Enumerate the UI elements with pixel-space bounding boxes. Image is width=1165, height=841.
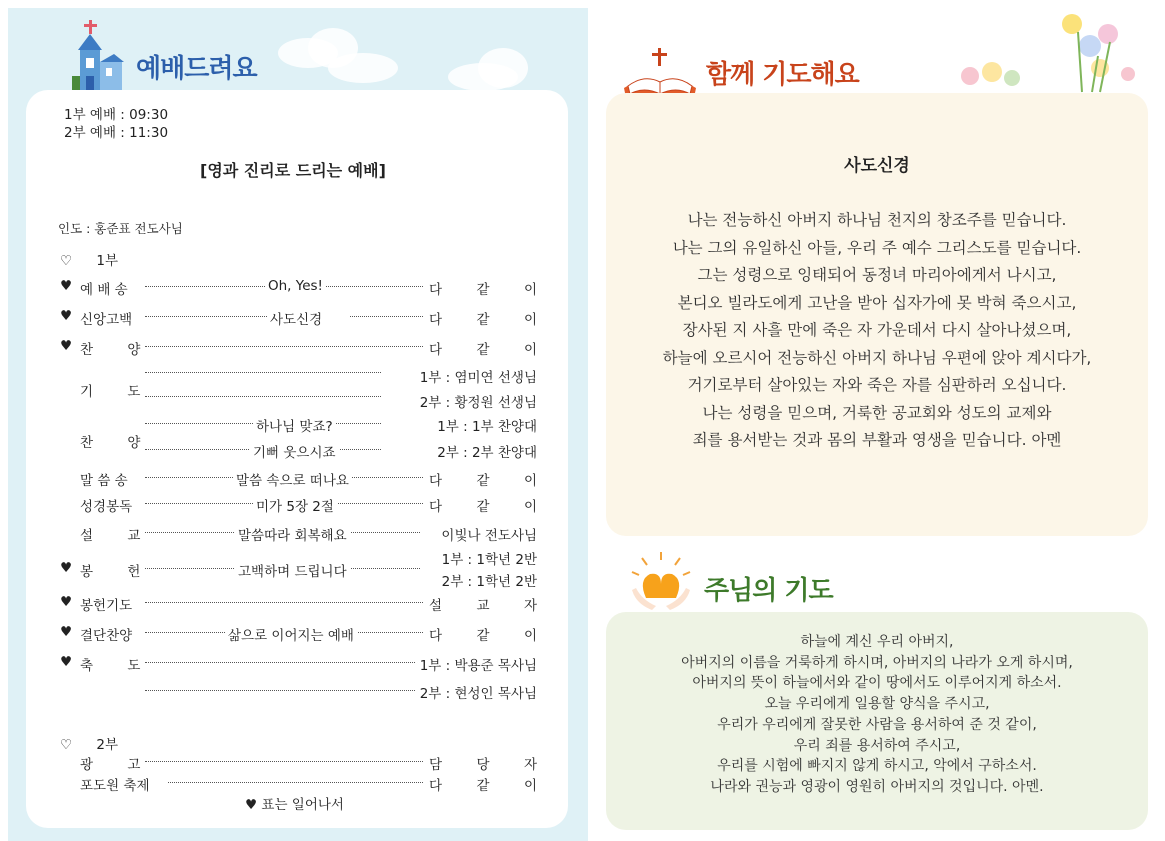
order-by: 자 — [523, 757, 537, 773]
order-label: 성경봉독 — [80, 499, 133, 515]
order-by: 같 — [476, 778, 490, 794]
order-label: 기 도 — [80, 384, 141, 400]
order-label: 찬 양 — [80, 435, 141, 451]
lords-prayer-line: 우리를 시험에 빠지지 않게 하시고, 악에서 구하소서. — [717, 758, 1037, 775]
heart-icon: ♥ — [60, 560, 73, 576]
creed-line: 나는 전능하신 아버지 하나님 천지의 창조주를 믿습니다. — [687, 211, 1067, 229]
church-icon — [66, 20, 126, 92]
order-item: 말씀 속으로 떠나요 — [233, 469, 352, 489]
order-by: 다 — [429, 778, 443, 794]
dotted-leader — [145, 346, 423, 347]
prayer-title: 함께 기도해요 — [706, 60, 859, 90]
order-row — [60, 774, 540, 794]
creed-text — [606, 207, 1148, 455]
cloud-decoration — [478, 48, 528, 88]
order-by: 이 — [523, 473, 537, 489]
order-label: 설 교 — [80, 528, 141, 544]
footnote-text: 표는 일어나서 — [261, 797, 344, 813]
dotted-leader — [145, 372, 381, 373]
flowers-icon — [950, 12, 1145, 96]
order-label: 신앙고백 — [80, 312, 133, 328]
heart-icon: ♥ — [245, 797, 258, 813]
worship-subtitle: [영과 진리로 드리는 예배] — [200, 161, 386, 180]
order-row — [60, 654, 540, 702]
order-by: 이 — [523, 778, 537, 794]
order-by: 이 — [523, 312, 537, 328]
leader-text: 인도 : 홍준표 전도사님 — [58, 221, 183, 236]
order-label: 결단찬양 — [80, 628, 133, 644]
heart-icon: ♥ — [60, 654, 73, 670]
service-time-1: 1부 예배 : 09:30 — [64, 107, 169, 123]
dotted-leader — [145, 662, 415, 663]
order-row — [60, 753, 540, 773]
creed-line: 그는 성령으로 잉태되어 동정녀 마리아에게서 나시고, — [697, 266, 1057, 284]
order-by: 다 — [429, 473, 443, 489]
order-by: 설 — [429, 598, 443, 614]
order-by: 다 — [429, 628, 443, 644]
order-by: 2부 : 현성인 목사님 — [419, 686, 537, 702]
creed-line: 나는 성령을 믿으며, 거룩한 공교회와 성도의 교제와 — [702, 403, 1052, 422]
order-by: 2부 : 1학년 2반 — [441, 574, 537, 590]
order-row — [60, 308, 540, 328]
order-item: 삶으로 이어지는 예배 — [225, 624, 357, 644]
order-by: 같 — [476, 473, 490, 489]
order-by: 이 — [523, 628, 537, 644]
section-2-label: 2부 — [96, 737, 119, 753]
hollow-heart-icon: ♡ — [60, 737, 73, 753]
section-1-label: 1부 — [96, 253, 119, 269]
dotted-leader — [145, 690, 415, 691]
praying-hands-icon — [628, 550, 694, 612]
order-item: 기뻐 웃으시죠 — [250, 441, 339, 461]
order-by: 1부 : 염미연 선생님 — [419, 370, 537, 386]
heart-icon: ♥ — [60, 594, 73, 610]
order-by: 자 — [523, 598, 537, 614]
order-row — [60, 366, 540, 410]
order-row — [60, 278, 540, 298]
creed-line: 장사된 지 사흘 만에 죽은 자 가운데서 다시 살아나셨으며, — [682, 321, 1072, 339]
order-by: 담 — [429, 757, 443, 773]
order-by: 1부 : 1부 찬양대 — [437, 419, 537, 435]
order-by: 같 — [476, 342, 490, 358]
dotted-leader — [145, 602, 423, 603]
order-by: 다 — [429, 312, 443, 328]
order-label: 찬 양 — [80, 342, 141, 358]
order-label: 광 고 — [80, 757, 141, 773]
cloud-decoration — [328, 53, 398, 83]
order-by: 같 — [476, 312, 490, 328]
order-row — [60, 415, 540, 459]
creed-line: 나는 그의 유일하신 아들, 우리 주 예수 그리스도를 믿습니다. — [672, 238, 1082, 257]
dotted-leader — [145, 396, 381, 397]
order-by: 같 — [476, 628, 490, 644]
order-item: Oh, Yes! — [265, 278, 326, 294]
lords-prayer-line: 우리 죄를 용서하여 주시고, — [793, 737, 961, 754]
order-by: 2부 : 2부 찬양대 — [437, 445, 537, 461]
order-row — [60, 548, 540, 588]
order-by: 당 — [476, 757, 490, 773]
creed-heading: 사도신경 — [844, 156, 910, 176]
order-label: 축 도 — [80, 658, 141, 674]
order-by: 이빛나 전도사님 — [441, 528, 537, 544]
order-row — [60, 495, 540, 515]
order-by: 교 — [476, 598, 490, 614]
order-by: 이 — [523, 342, 537, 358]
order-by: 이 — [523, 282, 537, 298]
heart-icon: ♥ — [60, 338, 73, 354]
order-label: 포도원 축제 — [80, 778, 150, 794]
worship-title: 예배드려요 — [136, 54, 257, 84]
lords-prayer-line: 아버지의 뜻이 하늘에서와 같이 땅에서도 이루어지게 하소서. — [692, 675, 1062, 692]
order-by: 다 — [429, 282, 443, 298]
order-row — [60, 624, 540, 644]
order-row — [60, 594, 540, 614]
order-item: 사도신경 — [267, 308, 350, 328]
heart-icon: ♥ — [60, 308, 73, 324]
order-label: 봉 헌 — [80, 564, 141, 580]
section-1-heading — [60, 249, 118, 269]
section-2-heading — [60, 733, 118, 753]
creed-line: 본디오 빌라도에게 고난을 받아 십자가에 못 박혀 죽으시고, — [677, 293, 1077, 312]
order-item: 미가 5장 2절 — [253, 495, 337, 515]
order-label: 말 씀 송 — [80, 473, 128, 489]
order-by: 1부 : 박용준 목사님 — [419, 658, 537, 674]
order-item: 하나님 맞죠? — [253, 415, 336, 435]
order-by: 1부 : 1학년 2반 — [441, 552, 537, 568]
order-label: 봉헌기도 — [80, 598, 133, 614]
dotted-leader — [145, 761, 423, 762]
order-row — [60, 338, 540, 358]
lords-prayer-title: 주님의 기도 — [704, 576, 833, 606]
order-row — [60, 469, 540, 489]
dotted-leader — [168, 782, 423, 783]
lords-prayer-line: 오늘 우리에게 일용할 양식을 주시고, — [764, 696, 990, 713]
lords-prayer-line: 아버지의 이름을 거룩하게 하시며, 아버지의 나라가 오게 하시며, — [681, 654, 1073, 671]
order-label: 예 배 송 — [80, 282, 128, 298]
order-row — [60, 524, 540, 544]
lords-prayer-text — [606, 632, 1148, 798]
creed-line: 하늘에 오르시어 전능하신 아버지 하나님 우편에 앉아 계시다가, — [662, 348, 1092, 367]
creed-line: 죄를 용서받는 것과 몸의 부활과 영생을 믿습니다. 아멘 — [692, 431, 1062, 449]
hollow-heart-icon: ♡ — [60, 253, 73, 269]
order-item: 말씀따라 회복해요 — [235, 524, 350, 544]
heart-icon: ♥ — [60, 278, 73, 294]
lords-prayer-line: 우리가 우리에게 잘못한 사람을 용서하여 준 것 같이, — [717, 716, 1037, 733]
apostles-creed-box — [606, 93, 1148, 536]
order-by: 같 — [476, 282, 490, 298]
order-by: 다 — [429, 342, 443, 358]
order-by: 2부 : 황정원 선생님 — [419, 395, 537, 411]
heart-icon: ♥ — [60, 624, 73, 640]
service-time-2: 2부 예배 : 11:30 — [64, 125, 169, 141]
order-by: 같 — [476, 499, 490, 515]
order-by: 다 — [429, 499, 443, 515]
service-times — [64, 106, 168, 142]
order-by: 이 — [523, 499, 537, 515]
lords-prayer-line: 나라와 권능과 영광이 영원히 아버지의 것입니다. 아멘. — [710, 778, 1044, 795]
order-item: 고백하며 드립니다 — [235, 560, 350, 580]
creed-line: 거기로부터 살아있는 자와 죽은 자를 심판하러 오십니다. — [687, 376, 1067, 394]
lords-prayer-line: 하늘에 계신 우리 아버지, — [800, 634, 954, 650]
lords-prayer-box — [606, 612, 1148, 830]
footnote — [245, 793, 344, 813]
